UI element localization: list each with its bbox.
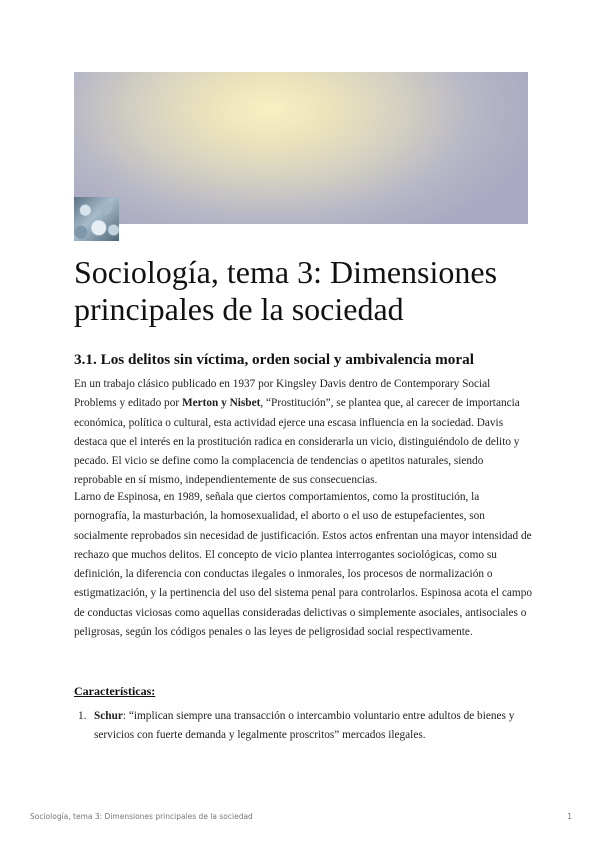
list-item-number: 1. <box>78 710 87 722</box>
page-number: 1 <box>567 812 572 821</box>
header-banner-image <box>74 72 528 224</box>
footer-text: Sociología, tema 3: Dimensiones principales de la sociedad <box>30 812 253 821</box>
list-item-text: : “implican siempre una transacción o intercambio voluntario entre adultos de bienes y servicios con fuerte demanda y legalmente proscritos” mercados ilegales. <box>94 710 515 742</box>
paragraph-1-bold-names: Merton y Nisbet <box>181 397 261 410</box>
thumbnail-image <box>74 197 119 241</box>
paragraph-1-text-b: , “Prostitución”, se plantea que, al carecer de importancia económica, política o cultural, esta actividad ejerce una escasa influencia en la sociedad. Davis destaca que el interés en la prostitución radica en considerarla un vicio, distinguiéndolo de delito y pecado. El vicio se define como la complacencia de tendencias o apetitos naturales, siendo reprobable en sí mismo, independientemente de sus consecuencias. <box>74 397 520 487</box>
page-title: Sociología, tema 3: Dimensiones principales de la sociedad <box>74 254 498 327</box>
features-list <box>74 707 534 746</box>
paragraph-2: Larno de Espinosa, en 1989, señala que ciertos comportamientos, como la prostitución, la pornografía, la masturbación, la homosexualidad, el aborto o el uso de estupefacientes, son socialmente reprobados sin necesidad de justificación. Estos actos enfrentan una mayor intensidad de rechazo que muchos delitos. El concepto de vicio plantea interrogantes sociológicas, como su definición, la diferencia con conductas ilegales o inmorales, los procesos de normalización o estigmatización, y la pertinencia del uso del sistema penal para controlarlos. Espinosa acota el campo de conductas viciosas como aquellas consideradas delictivas o simplemente asociales, antisociales o peligrosas, según los códigos penales o las leyes de peligrosidad social respectivamente. <box>74 491 532 639</box>
features-label: Características: <box>74 684 156 698</box>
list-item-author: Schur <box>94 710 123 722</box>
section-heading: 3.1. Los delitos sin víctima, orden social y ambivalencia moral <box>74 351 474 368</box>
paragraph-1-text-a: En un trabajo clásico publicado en 1937 por Kingsley Davis dentro de Contemporary Social Problems y editado por <box>74 378 491 410</box>
list-item <box>74 707 534 746</box>
paragraph-1 <box>74 375 534 491</box>
